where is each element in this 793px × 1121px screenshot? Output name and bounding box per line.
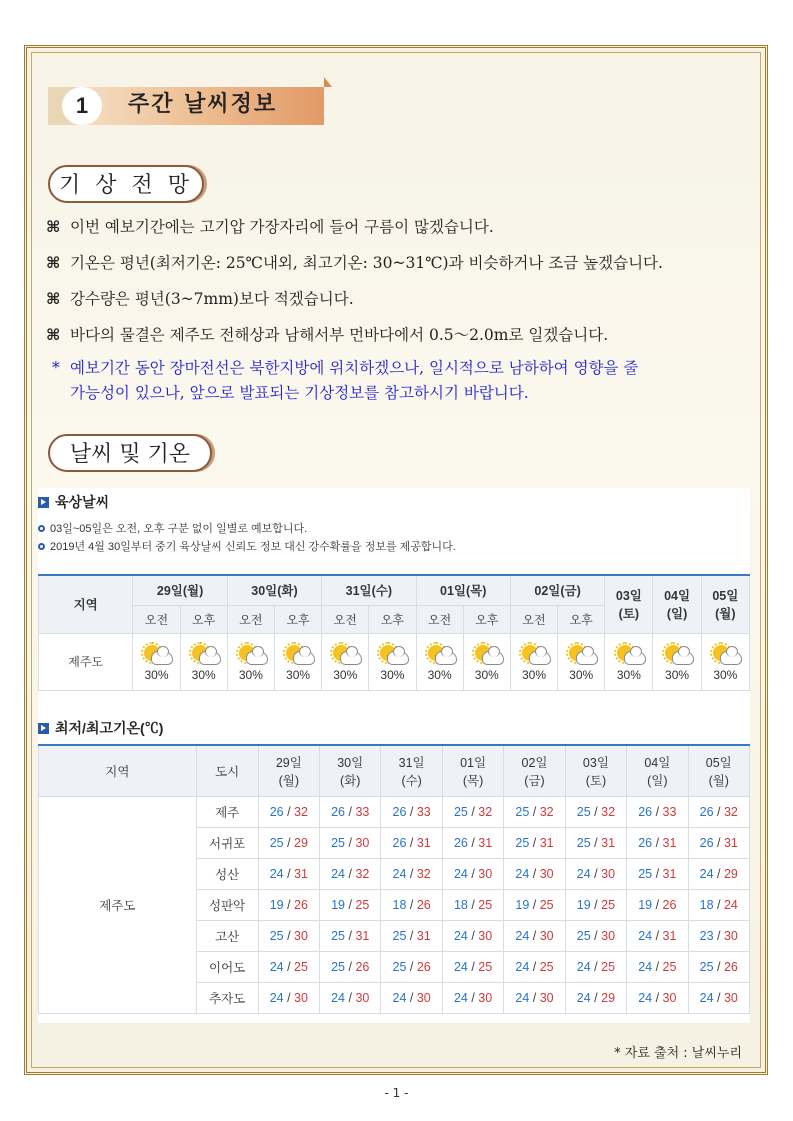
pm-header: 오후 (558, 605, 605, 633)
temp-cell: 24 / 30 (565, 859, 626, 890)
min-temp: 18 (392, 898, 407, 912)
region-header: 지역 (39, 575, 133, 633)
min-temp: 25 (392, 960, 407, 974)
partly-cloudy-icon (613, 642, 645, 666)
precip-probability: 30% (333, 667, 358, 682)
city-cell: 추자도 (196, 983, 258, 1014)
weather-cell (701, 633, 749, 690)
day-header: 05일 (월) (701, 575, 749, 633)
temp-cell: 25 / 31 (381, 921, 442, 952)
weather-cell (180, 633, 227, 690)
temp-cell: 24 / 25 (258, 952, 319, 983)
max-temp: 30 (723, 991, 738, 1005)
max-temp: 25 (355, 898, 370, 912)
city-cell: 제주 (196, 797, 258, 828)
day-header: 05일 (월) (688, 745, 749, 797)
max-temp: 25 (294, 960, 308, 974)
min-temp: 26 (699, 836, 714, 850)
temp-cell: 25 / 29 (258, 828, 319, 859)
temperature-table (38, 744, 750, 1014)
note-line-2: 가능성이 있으나, 앞으로 발표되는 기상정보를 참고하시기 바랍니다. (70, 384, 529, 402)
min-temp: 24 (515, 867, 530, 881)
precip-probability: 30% (191, 667, 216, 682)
precip-probability: 30% (569, 667, 594, 682)
min-temp: 25 (269, 836, 284, 850)
data-source: * 자료 출처 : 날씨누리 (614, 1046, 742, 1061)
temp-cell: 26 / 32 (258, 797, 319, 828)
temp-cell: 25 / 31 (565, 828, 626, 859)
temp-cell: 25 / 32 (504, 797, 565, 828)
outlook-list (46, 212, 756, 356)
temp-cell: 26 / 31 (442, 828, 503, 859)
min-temp: 24 (453, 991, 468, 1005)
partly-cloudy-icon (424, 642, 456, 666)
outlook-item: ⌘ 바다의 물결은 제주도 전해상과 남해서부 먼바다에서 0.5～2.0m로 일겠습니다. (46, 325, 609, 344)
min-temp: 26 (638, 805, 653, 819)
weather-panel (38, 488, 750, 1061)
am-header: 오전 (227, 605, 274, 633)
temp-cell: 24 / 29 (688, 859, 749, 890)
weather-cell (605, 633, 653, 690)
partly-cloudy-icon (565, 642, 597, 666)
max-temp: 31 (723, 836, 738, 850)
max-temp: 30 (601, 929, 616, 943)
max-temp: 25 (601, 960, 616, 974)
temp-cell: 25 / 31 (627, 859, 688, 890)
temp-cell: 25 / 26 (381, 952, 442, 983)
weather-cell (274, 633, 321, 690)
min-temp: 19 (269, 898, 284, 912)
min-temp: 24 (576, 867, 591, 881)
min-temp: 24 (576, 991, 591, 1005)
outlook-item: ⌘ 기온은 평년(최저기온: 25℃내외, 최고기온: 30~31℃)과 비슷하거나 조금 높겠습니다. (46, 253, 663, 272)
max-temp: 32 (601, 805, 616, 819)
max-temp: 30 (478, 867, 493, 881)
pm-header: 오후 (463, 605, 510, 633)
temp-cell: 24 / 29 (565, 983, 626, 1014)
outlook-item: ⌘ 강수량은 평년(3~7mm)보다 적겠습니다. (46, 289, 354, 308)
precip-probability: 30% (286, 667, 311, 682)
min-temp: 24 (515, 929, 530, 943)
temp-cell: 24 / 30 (442, 921, 503, 952)
temp-cell: 26 / 33 (320, 797, 381, 828)
outlook-note: * 예보기간 동안 장마전선은 북한지방에 위치하겠으나, 일시적으로 남하하여 영향을 줄 가능성이 있으나, 앞으로 발표되는 기상정보를 참고하시기 바랍니다. (52, 356, 752, 406)
min-temp: 24 (269, 991, 284, 1005)
temp-cell: 24 / 32 (320, 859, 381, 890)
max-temp: 30 (723, 929, 738, 943)
max-temp: 30 (416, 991, 431, 1005)
max-temp: 29 (601, 991, 616, 1005)
min-temp: 26 (331, 805, 346, 819)
note-line-1: 예보기간 동안 장마전선은 북한지방에 위치하겠으나, 일시적으로 남하하여 영향을 줄 (70, 359, 639, 377)
temp-cell: 19 / 25 (504, 890, 565, 921)
temp-cell: 25 / 26 (688, 952, 749, 983)
max-temp: 30 (355, 991, 370, 1005)
max-temp: 31 (662, 836, 677, 850)
weather-cell (463, 633, 510, 690)
max-temp: 32 (294, 805, 308, 819)
min-temp: 24 (638, 991, 653, 1005)
max-temp: 29 (294, 836, 308, 850)
city-cell: 성판악 (196, 890, 258, 921)
min-temp: 25 (576, 929, 591, 943)
min-temp: 25 (576, 805, 591, 819)
temp-cell: 26 / 33 (627, 797, 688, 828)
day-header: 02일(금) (510, 575, 604, 605)
region-cell: 제주도 (39, 797, 197, 1014)
max-temp: 30 (294, 929, 308, 943)
temp-cell: 18 / 25 (442, 890, 503, 921)
partly-cloudy-icon (140, 642, 172, 666)
temp-cell: 26 / 31 (381, 828, 442, 859)
day-header: 02일 (금) (504, 745, 565, 797)
day-header: 04일 (일) (627, 745, 688, 797)
max-temp: 30 (478, 991, 493, 1005)
temp-cell: 19 / 25 (320, 890, 381, 921)
min-temp: 26 (638, 836, 653, 850)
outlook-heading: 기 상 전 망 (48, 165, 204, 203)
min-temp: 25 (392, 929, 407, 943)
temp-cell: 25 / 31 (320, 921, 381, 952)
max-temp: 31 (416, 929, 431, 943)
pm-header: 오후 (180, 605, 227, 633)
max-temp: 30 (601, 867, 616, 881)
max-temp: 31 (539, 836, 554, 850)
weather-cell (416, 633, 463, 690)
temp-cell: 25 / 32 (442, 797, 503, 828)
partly-cloudy-icon (376, 642, 408, 666)
precip-probability: 30% (474, 667, 499, 682)
max-temp: 30 (355, 836, 370, 850)
max-temp: 25 (601, 898, 616, 912)
min-temp: 24 (453, 960, 468, 974)
am-header: 오전 (133, 605, 180, 633)
max-temp: 25 (539, 960, 554, 974)
min-temp: 24 (392, 991, 407, 1005)
max-temp: 26 (294, 898, 308, 912)
am-header: 오전 (416, 605, 463, 633)
precip-probability: 30% (665, 667, 690, 682)
min-temp: 19 (515, 898, 530, 912)
min-temp: 26 (453, 836, 468, 850)
am-header: 오전 (322, 605, 369, 633)
min-temp: 24 (699, 867, 714, 881)
temp-cell: 25 / 30 (258, 921, 319, 952)
min-temp: 24 (331, 991, 346, 1005)
temp-cell: 24 / 25 (442, 952, 503, 983)
day-header: 01일 (목) (442, 745, 503, 797)
precip-probability: 30% (521, 667, 546, 682)
max-temp: 32 (478, 805, 493, 819)
precip-probability: 30% (380, 667, 405, 682)
partly-cloudy-icon (661, 642, 693, 666)
temp-cell: 25 / 32 (565, 797, 626, 828)
city-cell: 서귀포 (196, 828, 258, 859)
weather-cell (510, 633, 557, 690)
temp-cell: 26 / 31 (688, 828, 749, 859)
partly-cloudy-icon (471, 642, 503, 666)
temp-cell: 24 / 30 (504, 921, 565, 952)
weather-cell (322, 633, 369, 690)
min-temp: 24 (638, 960, 653, 974)
min-temp: 24 (453, 867, 468, 881)
max-temp: 26 (416, 960, 431, 974)
min-temp: 23 (699, 929, 714, 943)
partly-cloudy-icon (188, 642, 220, 666)
max-temp: 32 (539, 805, 554, 819)
max-temp: 31 (355, 929, 370, 943)
min-temp: 24 (392, 867, 407, 881)
min-temp: 19 (331, 898, 346, 912)
temp-cell: 18 / 26 (381, 890, 442, 921)
min-temp: 25 (331, 960, 346, 974)
temp-cell: 24 / 31 (258, 859, 319, 890)
max-temp: 25 (478, 960, 493, 974)
temp-cell: 24 / 32 (381, 859, 442, 890)
temp-cell: 19 / 26 (627, 890, 688, 921)
day-header: 04일 (일) (653, 575, 701, 633)
max-temp: 31 (662, 867, 677, 881)
temp-cell: 24 / 30 (504, 983, 565, 1014)
region-cell: 제주도 (39, 633, 133, 690)
min-temp: 18 (699, 898, 714, 912)
temperature-title: 최저/최고기온(℃) (38, 718, 163, 738)
land-info-2: 2019년 4월 30일부터 중기 육상날씨 신뢰도 정보 대신 강수확률을 정보를 제공합니다. (38, 538, 750, 556)
temp-cell: 24 / 30 (258, 983, 319, 1014)
min-temp: 26 (269, 805, 284, 819)
min-temp: 25 (453, 805, 468, 819)
weather-cell (558, 633, 605, 690)
day-header: 30일 (화) (320, 745, 381, 797)
outlook-item: ⌘ 이번 예보기간에는 고기압 가장자리에 들어 구름이 많겠습니다. (46, 217, 494, 236)
max-temp: 30 (662, 991, 677, 1005)
min-temp: 26 (699, 805, 714, 819)
section-title-bar (48, 83, 322, 129)
region-header: 지역 (39, 745, 197, 797)
partly-cloudy-icon (709, 642, 741, 666)
day-header: 03일 (토) (605, 575, 653, 633)
pm-header: 오후 (369, 605, 416, 633)
min-temp: 24 (515, 991, 530, 1005)
temp-cell: 26 / 32 (688, 797, 749, 828)
city-cell: 고산 (196, 921, 258, 952)
min-temp: 24 (699, 991, 714, 1005)
min-temp: 25 (515, 805, 530, 819)
min-temp: 26 (392, 805, 407, 819)
temp-cell: 25 / 30 (320, 828, 381, 859)
weather-cell (227, 633, 274, 690)
day-header: 01일(목) (416, 575, 510, 605)
temp-cell: 24 / 25 (504, 952, 565, 983)
day-header: 31일 (수) (381, 745, 442, 797)
precip-probability: 30% (144, 667, 169, 682)
temp-cell: 24 / 30 (504, 859, 565, 890)
weather-cell (369, 633, 416, 690)
max-temp: 30 (294, 991, 308, 1005)
temp-cell: 24 / 30 (688, 983, 749, 1014)
city-header: 도시 (196, 745, 258, 797)
temp-cell: 26 / 33 (381, 797, 442, 828)
precip-probability: 30% (238, 667, 263, 682)
min-temp: 25 (331, 836, 346, 850)
min-temp: 26 (392, 836, 407, 850)
max-temp: 31 (662, 929, 677, 943)
max-temp: 25 (662, 960, 677, 974)
min-temp: 24 (269, 867, 284, 881)
min-temp: 25 (576, 836, 591, 850)
partly-cloudy-icon (235, 642, 267, 666)
temp-cell: 24 / 25 (627, 952, 688, 983)
partly-cloudy-icon (518, 642, 550, 666)
min-temp: 25 (331, 929, 346, 943)
min-temp: 18 (453, 898, 468, 912)
temp-cell: 24 / 30 (381, 983, 442, 1014)
max-temp: 29 (723, 867, 738, 881)
day-header: 31일(수) (322, 575, 416, 605)
min-temp: 19 (638, 898, 653, 912)
temp-cell: 25 / 30 (565, 921, 626, 952)
temp-cell: 25 / 31 (504, 828, 565, 859)
pm-header: 오후 (274, 605, 321, 633)
max-temp: 26 (416, 898, 431, 912)
partly-cloudy-icon (329, 642, 361, 666)
temp-cell: 24 / 30 (627, 983, 688, 1014)
min-temp: 24 (453, 929, 468, 943)
land-weather-title: 육상날씨 (38, 492, 750, 512)
max-temp: 32 (416, 867, 431, 881)
weather-heading: 날씨 및 기온 (48, 434, 212, 472)
temp-cell: 23 / 30 (688, 921, 749, 952)
temp-cell: 18 / 24 (688, 890, 749, 921)
min-temp: 25 (699, 960, 714, 974)
day-header: 29일 (월) (258, 745, 319, 797)
min-temp: 24 (269, 960, 284, 974)
day-header: 29일(월) (133, 575, 227, 605)
max-temp: 24 (723, 898, 738, 912)
partly-cloudy-icon (282, 642, 314, 666)
day-header: 30일(화) (227, 575, 321, 605)
max-temp: 31 (478, 836, 493, 850)
min-temp: 24 (638, 929, 653, 943)
temp-cell: 24 / 30 (442, 859, 503, 890)
min-temp: 25 (515, 836, 530, 850)
max-temp: 33 (662, 805, 677, 819)
temp-cell: 24 / 25 (565, 952, 626, 983)
day-header: 03일 (토) (565, 745, 626, 797)
max-temp: 33 (355, 805, 370, 819)
max-temp: 33 (416, 805, 431, 819)
precip-probability: 30% (616, 667, 641, 682)
max-temp: 32 (723, 805, 738, 819)
min-temp: 25 (269, 929, 284, 943)
table-row (39, 797, 750, 828)
city-cell: 이어도 (196, 952, 258, 983)
temp-cell: 24 / 30 (320, 983, 381, 1014)
max-temp: 30 (539, 867, 554, 881)
weather-cell (133, 633, 180, 690)
precip-probability: 30% (427, 667, 452, 682)
section-number: 1 (62, 87, 102, 125)
max-temp: 32 (355, 867, 370, 881)
temp-cell: 24 / 30 (442, 983, 503, 1014)
max-temp: 26 (662, 898, 677, 912)
temp-cell: 25 / 26 (320, 952, 381, 983)
page-number: - 1 - (384, 1086, 409, 1100)
min-temp: 24 (331, 867, 346, 881)
temp-cell: 19 / 26 (258, 890, 319, 921)
min-temp: 25 (638, 867, 653, 881)
weather-cell (653, 633, 701, 690)
max-temp: 26 (355, 960, 370, 974)
max-temp: 30 (478, 929, 493, 943)
min-temp: 24 (576, 960, 591, 974)
max-temp: 25 (478, 898, 493, 912)
max-temp: 31 (601, 836, 616, 850)
land-weather-table (38, 574, 750, 691)
max-temp: 30 (539, 991, 554, 1005)
min-temp: 24 (515, 960, 530, 974)
land-info-1: 03일~05일은 오전, 오후 구분 없이 일별로 예보합니다. (38, 520, 750, 538)
temp-cell: 19 / 25 (565, 890, 626, 921)
am-header: 오전 (510, 605, 557, 633)
section-title: 주간 날씨정보 (128, 92, 278, 117)
temp-cell: 24 / 31 (627, 921, 688, 952)
city-cell: 성산 (196, 859, 258, 890)
temp-cell: 26 / 31 (627, 828, 688, 859)
max-temp: 31 (416, 836, 431, 850)
min-temp: 19 (576, 898, 591, 912)
max-temp: 31 (294, 867, 308, 881)
max-temp: 26 (723, 960, 738, 974)
max-temp: 25 (539, 898, 554, 912)
max-temp: 30 (539, 929, 554, 943)
precip-probability: 30% (713, 667, 738, 682)
